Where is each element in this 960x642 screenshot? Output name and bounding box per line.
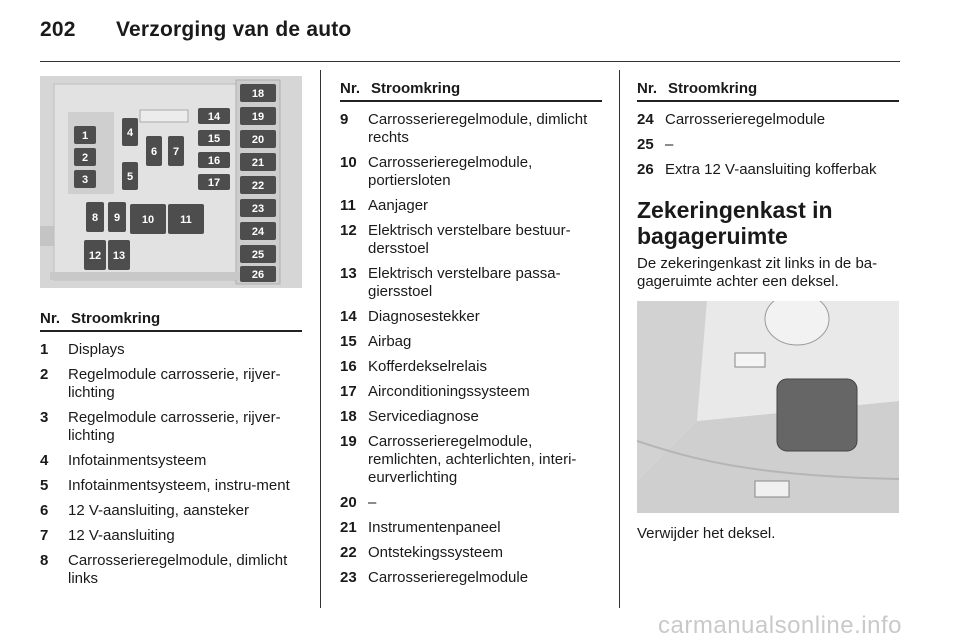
fuse-25 — [240, 245, 276, 263]
watermark: carmanualsonline.info — [658, 612, 902, 639]
fuse-24 — [240, 222, 276, 240]
fuse-number: 12 — [340, 222, 357, 239]
fuse-table-3 — [637, 80, 899, 179]
fuse-number: 1 — [40, 341, 49, 358]
circuit-description: 12 V-aansluiting — [68, 527, 175, 544]
fuse-number: 10 — [340, 154, 357, 171]
fuse-label: 5 — [126, 171, 134, 183]
column-divider — [619, 70, 620, 608]
circuit-description: Infotainmentsysteem — [68, 452, 207, 469]
circuit-description: Airbag — [368, 333, 412, 350]
table-row — [40, 341, 302, 359]
circuit-description: 12 V-aansluiting, aansteker — [68, 502, 249, 519]
circuit-description: Extra 12 V-aansluiting kofferbak — [665, 161, 877, 178]
table-row — [340, 494, 602, 512]
fuse-number: 14 — [340, 308, 357, 325]
fuse-number: 7 — [40, 527, 49, 544]
table-row — [40, 366, 302, 402]
fuse-label: 4 — [126, 127, 134, 139]
circuit-description: Elektrisch verstelbare passa-giersstoel — [368, 265, 561, 300]
fuse-label: 17 — [207, 177, 221, 189]
circuit-description: Instrumentenpaneel — [368, 519, 501, 536]
table-row — [40, 502, 302, 520]
table-row — [40, 552, 302, 588]
table-row — [340, 265, 602, 301]
circuit-description: Airconditioningssysteem — [368, 383, 530, 400]
circuit-description: Carrosserieregelmodule — [368, 569, 529, 586]
fuse-number: 22 — [340, 544, 357, 561]
circuit-description: Carrosserieregelmodule, dimlicht rechts — [368, 111, 588, 146]
fuse-number: 8 — [40, 552, 49, 569]
fuse-label: 9 — [113, 212, 121, 224]
table-header — [340, 80, 602, 102]
fuse-16 — [198, 152, 230, 168]
fuse-number: 11 — [340, 197, 356, 214]
table-row — [637, 136, 899, 154]
table-row — [340, 544, 602, 562]
column-header-nr: Nr. — [637, 80, 658, 97]
table-row — [40, 409, 302, 445]
fuse-number: 9 — [340, 111, 349, 128]
fuse-number: 13 — [340, 265, 357, 282]
circuit-description: Ontstekingssysteem — [368, 544, 504, 561]
fuse-3 — [74, 170, 96, 188]
table-row — [340, 197, 602, 215]
fuse-label: 18 — [251, 88, 265, 100]
fuse-10 — [130, 204, 166, 234]
fuse-label: 14 — [207, 111, 221, 123]
circuit-description: Diagnosestekker — [368, 308, 480, 325]
table-row — [40, 477, 302, 495]
fuse-number: 18 — [340, 408, 357, 425]
circuit-description: Carrosserieregelmodule, dimlicht links — [68, 552, 288, 587]
fuse-11 — [168, 204, 204, 234]
fuse-label: 25 — [251, 249, 265, 261]
fuse-label: 8 — [91, 212, 99, 224]
circuit-description: Carrosserieregelmodule, portiersloten — [368, 154, 533, 189]
instruction-text: Verwijder het deksel. — [637, 525, 776, 542]
table-row — [637, 111, 899, 129]
table-row — [340, 433, 602, 487]
fuse-table-2 — [340, 80, 602, 587]
fuse-label: 12 — [88, 250, 102, 262]
table-row — [340, 154, 602, 190]
fuse-label: 15 — [207, 133, 221, 145]
table-row — [340, 111, 602, 147]
fuse-20 — [240, 130, 276, 148]
circuit-description: Aanjager — [368, 197, 429, 214]
circuit-description: Regelmodule carrosserie, rijver-lichting — [68, 366, 281, 401]
fuse-label: 23 — [251, 203, 265, 215]
fuse-label: 2 — [81, 152, 89, 164]
table-row — [340, 569, 602, 587]
circuit-description: Regelmodule carrosserie, rijver-lichting — [68, 409, 281, 444]
fuse-number: 26 — [637, 161, 654, 178]
table-row — [340, 333, 602, 351]
fuse-label: 26 — [251, 269, 265, 281]
fuse-number: 20 — [340, 494, 357, 511]
table-header — [637, 80, 899, 102]
circuit-description: Elektrisch verstelbare bestuur-dersstoel — [368, 222, 571, 257]
fuse-box-illustration — [40, 76, 302, 288]
fuse-label: 10 — [141, 214, 155, 226]
fuse-number: 21 — [340, 519, 357, 536]
column-1 — [40, 76, 302, 595]
fuse-19 — [240, 107, 276, 125]
fuse-12 — [84, 240, 106, 270]
fuse-23 — [240, 199, 276, 217]
fuse-table-1 — [40, 310, 302, 588]
circuit-description: Carrosserieregelmodule, remlichten, achterlichten, interi-eurverlichting — [368, 433, 577, 486]
fuse-4 — [122, 118, 138, 146]
fuse-number: 3 — [40, 409, 49, 426]
section-intro: De zekeringenkast zit links in de ba-gageruimte achter een deksel. — [637, 255, 878, 290]
fuse-label: 21 — [251, 157, 265, 169]
trunk-photo — [637, 301, 899, 513]
fuse-15 — [198, 130, 230, 146]
fuse-number: 15 — [340, 333, 357, 350]
fuse-number: 19 — [340, 433, 357, 450]
fuse-label: 22 — [251, 180, 265, 192]
fuse-label: 3 — [81, 174, 89, 186]
fuse-label: 6 — [150, 146, 158, 158]
fuse-label: 24 — [251, 226, 265, 238]
column-divider — [320, 70, 321, 608]
fuse-number: 2 — [40, 366, 49, 383]
fuse-number: 24 — [637, 111, 654, 128]
fuse-number: 16 — [340, 358, 357, 375]
circuit-description: Servicediagnose — [368, 408, 479, 425]
fuse-number: 4 — [40, 452, 49, 469]
table-row — [40, 527, 302, 545]
page-header — [40, 18, 351, 42]
circuit-description: Displays — [68, 341, 125, 358]
fuse-number: 23 — [340, 569, 357, 586]
fuse-7 — [168, 136, 184, 166]
column-2 — [340, 80, 602, 594]
table-row — [340, 383, 602, 401]
fuse-label: 11 — [180, 214, 192, 226]
fuse-5 — [122, 162, 138, 190]
circuit-description: Kofferdekselrelais — [368, 358, 487, 375]
column-3 — [637, 80, 899, 543]
fuse-26 — [240, 266, 276, 282]
table-row — [637, 161, 899, 179]
fuse-number: 25 — [637, 136, 654, 153]
header-rule — [40, 61, 900, 62]
column-header-nr: Nr. — [40, 310, 61, 327]
fuse-9 — [108, 202, 126, 232]
fuse-label: 13 — [112, 250, 126, 262]
page-number: 202 — [40, 18, 76, 41]
table-row — [340, 408, 602, 426]
fuse-1 — [74, 126, 96, 144]
fuse-label: 19 — [251, 111, 265, 123]
fuse-8 — [86, 202, 104, 232]
fuse-label: 1 — [81, 130, 89, 142]
column-header-circuit: Stroomkring — [371, 80, 461, 97]
fuse-21 — [240, 153, 276, 171]
fuse-label: 16 — [207, 155, 221, 167]
trunk-illustration — [637, 301, 899, 513]
fuse-18 — [240, 84, 276, 102]
fuse-number: 6 — [40, 502, 49, 519]
circuit-description: – — [368, 494, 377, 511]
table-row — [340, 519, 602, 537]
fuse-label: 7 — [172, 146, 180, 158]
section-heading: Zekeringenkast in bagageruimte — [637, 197, 833, 249]
fuse-6 — [146, 136, 162, 166]
fuse-2 — [74, 148, 96, 166]
column-header-circuit: Stroomkring — [668, 80, 758, 97]
column-header-circuit: Stroomkring — [71, 310, 161, 327]
table-row — [40, 452, 302, 470]
fuse-box-diagram — [40, 76, 302, 288]
table-row — [340, 358, 602, 376]
table-header — [40, 310, 302, 332]
column-header-nr: Nr. — [340, 80, 361, 97]
fuse-13 — [108, 240, 130, 270]
table-row — [340, 308, 602, 326]
page-title: Verzorging van de auto — [116, 18, 352, 41]
fuse-number: 5 — [40, 477, 49, 494]
circuit-description: Infotainmentsysteem, instru-ment — [68, 477, 290, 494]
circuit-description: Carrosserieregelmodule — [665, 111, 826, 128]
fuse-number: 17 — [340, 383, 357, 400]
fuse-14 — [198, 108, 230, 124]
circuit-description: – — [665, 136, 674, 153]
table-row — [340, 222, 602, 258]
fuse-22 — [240, 176, 276, 194]
fuse-label: 20 — [251, 134, 265, 146]
fuse-17 — [198, 174, 230, 190]
